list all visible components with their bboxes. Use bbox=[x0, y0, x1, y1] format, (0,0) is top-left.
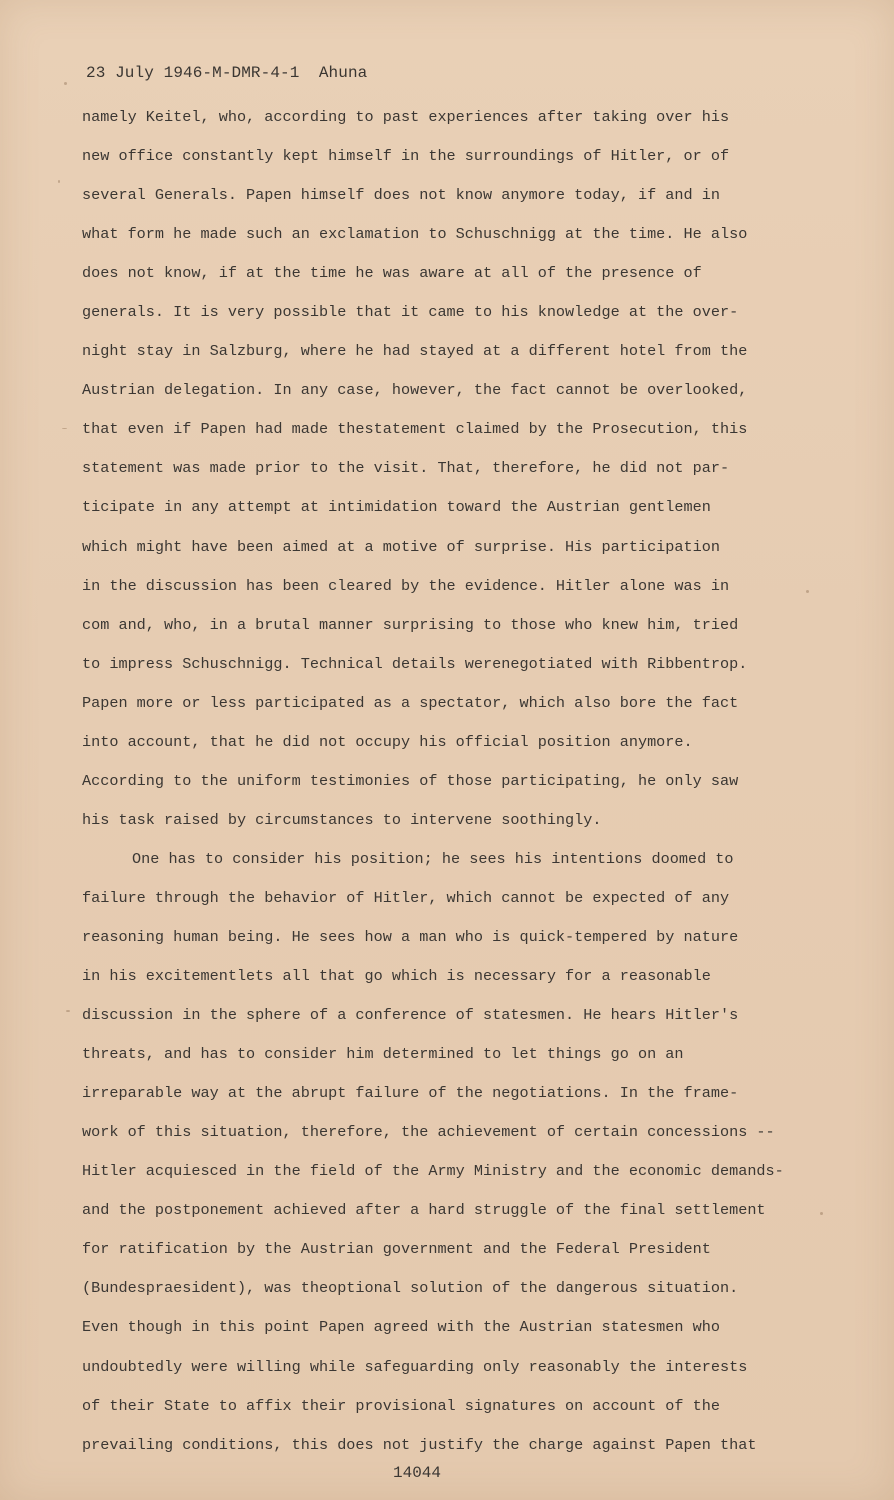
text-line: does not know, if at the time he was aware at all of the presence of bbox=[82, 264, 702, 283]
text-line: several Generals. Papen himself does not know anymore today, if and in bbox=[82, 186, 720, 205]
text-line: of their State to affix their provisional signatures on account of the bbox=[82, 1396, 720, 1415]
text-line: to impress Schuschnigg. Technical details werenegotiated with Ribbentrop. bbox=[82, 654, 748, 673]
text-line: (Bundespraesident), was theoptional solution of the dangerous situation. bbox=[82, 1279, 739, 1298]
text-line: Hitler acquiesced in the field of the Army Ministry and the economic demands- bbox=[82, 1162, 784, 1181]
text-line: Papen more or less participated as a spectator, which also bore the fact bbox=[82, 693, 739, 712]
text-line: which might have been aimed at a motive of surprise. His participation bbox=[82, 537, 720, 556]
text-line: work of this situation, therefore, the achievement of certain concessions -- bbox=[82, 1123, 775, 1142]
text-line: discussion in the sphere of a conference of statesmen. He hears Hitler's bbox=[82, 1006, 739, 1025]
paper-speck bbox=[66, 1010, 70, 1012]
text-line: new office constantly kept himself in the surroundings of Hitler, or of bbox=[82, 147, 730, 166]
text-line: threats, and has to consider him determined to let things go on an bbox=[82, 1045, 684, 1064]
paragraph-start-line: One has to consider his position; he sees his intentions doomed to bbox=[132, 849, 734, 868]
text-line: undoubtedly were willing while safeguarding only reasonably the interests bbox=[82, 1357, 748, 1376]
text-line: that even if Papen had made thestatement claimed by the Prosecution, this bbox=[82, 420, 748, 439]
document-body bbox=[82, 98, 842, 1465]
paper-speck bbox=[820, 1212, 823, 1215]
text-line: failure through the behavior of Hitler, which cannot be expected of any bbox=[82, 888, 730, 907]
text-line: in the discussion has been cleared by the evidence. Hitler alone was in bbox=[82, 576, 730, 595]
text-line: reasoning human being. He sees how a man who is quick-tempered by nature bbox=[82, 927, 739, 946]
text-line: for ratification by the Austrian government and the Federal President bbox=[82, 1240, 711, 1259]
text-line: night stay in Salzburg, where he had stayed at a different hotel from the bbox=[82, 342, 748, 361]
text-line: statement was made prior to the visit. That, therefore, he did not par- bbox=[82, 459, 730, 478]
text-line: ticipate in any attempt at intimidation toward the Austrian gentlemen bbox=[82, 498, 711, 517]
paper-speck bbox=[58, 180, 60, 183]
text-line: his task raised by circumstances to intervene soothingly. bbox=[82, 810, 602, 829]
document-header: 23 July 1946-M-DMR-4-1 Ahuna bbox=[86, 64, 368, 82]
paper-speck bbox=[64, 82, 67, 85]
page-number: 14044 bbox=[393, 1464, 442, 1482]
paper-speck bbox=[62, 428, 67, 429]
text-line: and the postponement achieved after a hard struggle of the final settlement bbox=[82, 1201, 766, 1220]
text-line: into account, that he did not occupy his official position anymore. bbox=[82, 732, 693, 751]
text-line: Even though in this point Papen agreed with the Austrian statesmen who bbox=[82, 1318, 720, 1337]
paper-speck bbox=[806, 590, 809, 593]
text-line: irreparable way at the abrupt failure of the negotiations. In the frame- bbox=[82, 1084, 739, 1103]
text-line: According to the uniform testimonies of those participating, he only saw bbox=[82, 771, 739, 790]
text-line: in his excitementlets all that go which is necessary for a reasonable bbox=[82, 967, 711, 986]
text-line: generals. It is very possible that it came to his knowledge at the over- bbox=[82, 303, 739, 322]
text-line: namely Keitel, who, according to past experiences after taking over his bbox=[82, 108, 730, 126]
text-line: what form he made such an exclamation to Schuschnigg at the time. He also bbox=[82, 225, 748, 244]
text-line: Austrian delegation. In any case, however, the fact cannot be overlooked, bbox=[82, 381, 748, 400]
text-line: com and, who, in a brutal manner surprising to those who knew him, tried bbox=[82, 615, 739, 634]
text-line: prevailing conditions, this does not justify the charge against Papen that bbox=[82, 1435, 757, 1454]
